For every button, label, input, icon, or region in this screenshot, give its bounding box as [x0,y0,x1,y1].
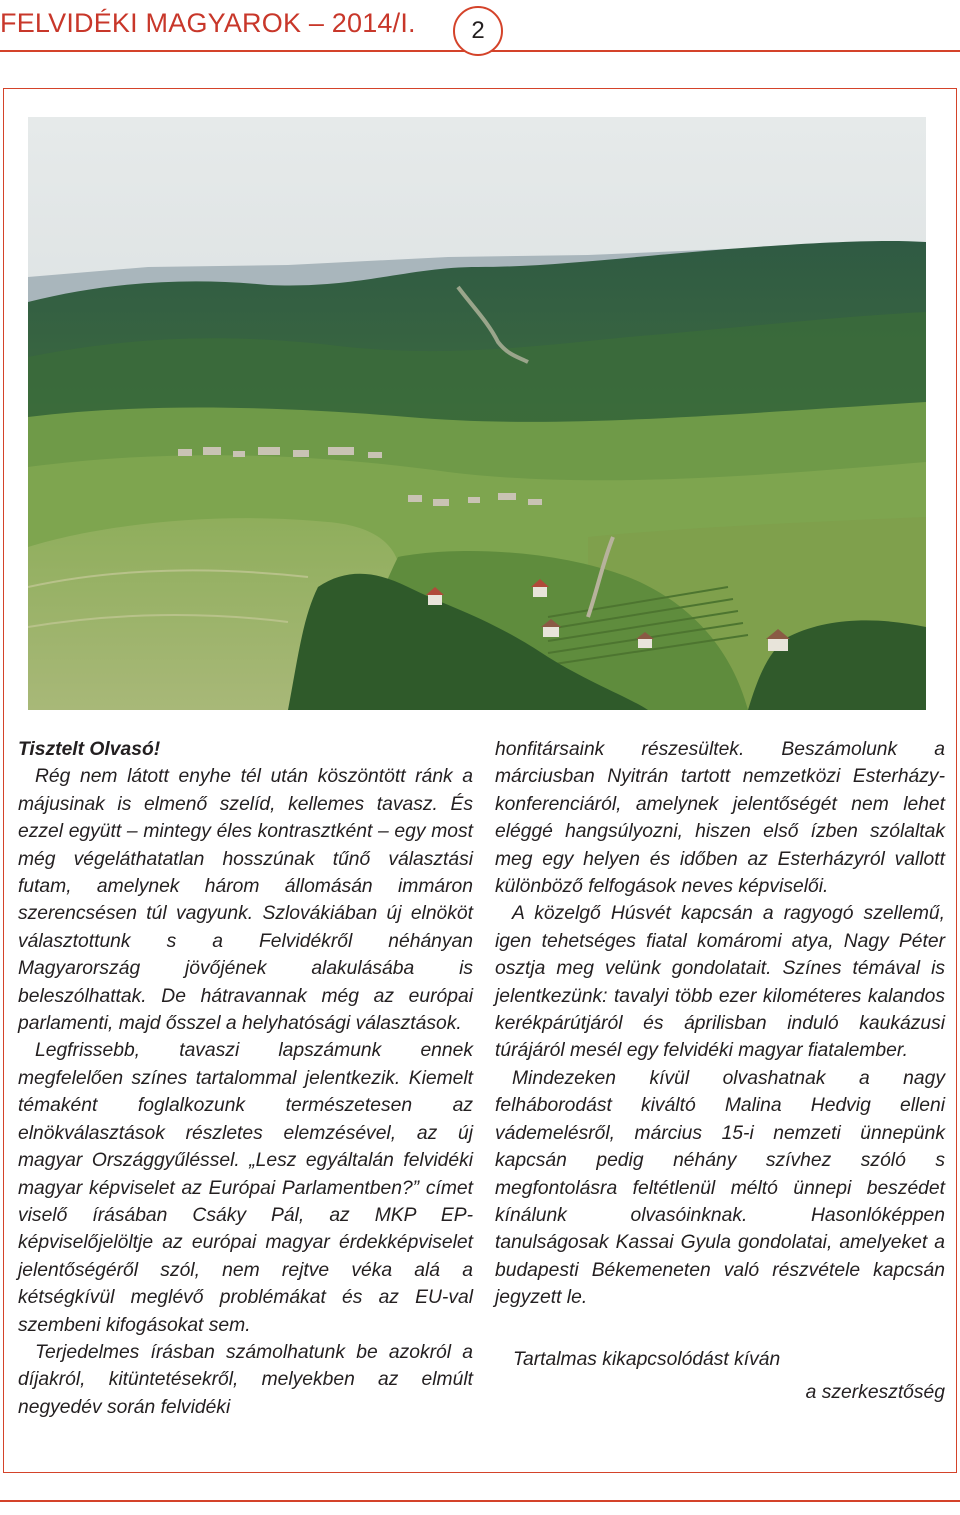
paragraph: Legfrissebb, tavaszi lapszámunk ennek megfelelően színes tartalommal jelentkezik. Kiemelt témaként foglalkozunk természetesen az elnökválasztások részletes elemzésével, az új magyar Országgyűléssel. „Lesz egyáltalán felvidéki magyar képviselet az Európai Parlamentben?” címet viselő írásában Csáky Pál, az MKP EP-képviselőjelöltje az európai magyar érdekképviselet jelentőségéről szól, nem rejtve véka alá a kétségkívül meglévő problémákat és az EU-val szembeni kifogásokat sem. [18,1040,473,1336]
landscape-photo [28,117,926,710]
paragraph: honfitársaink részesültek. Beszámolunk a márciusban Nyitrán tartott nemzetközi Esterházy-konferenciáról, amelynek jelentőségét nem lehet eléggé hangsúlyozni, hiszen első ízben szólaltak meg egy helyen és időben az Esterházyról vallott különböző felfogások neves képviselői. [495,739,945,898]
paragraph: Mindezeken kívül olvashatnak a nagy felháborodást kiváltó Malina Hedvig elleni vádemelésről, március 15-i nemzeti ünnepünk kapcsán pedig néhány szívhez szóló s megfontolásra feltétlenül méltó ünnepi beszédet kínálunk olvasóinknak. Hasonlóképpen tanulságosak Kassai Gyula gondolatai, amelyeket a budapesti Békemeneten való részvétele kapcsán jegyzett le. [495,1067,945,1309]
paragraph: A közelgő Húsvét kapcsán a ragyogó szellemű, igen tehetséges fiatal komáromi atya, Nagy Péter osztja meg velünk gondolatait. Színes témával is jelentkezünk: tavalyi több ezer kilométeres kalandos kerékpárútjáról és áprilisban induló kaukázusi túrájáról mesél egy felvidéki magyar fiatalember. [495,903,945,1062]
closing-line: Tartalmas kikapcsolódást kíván [513,1348,781,1370]
signature: a szerkesztőség [805,1381,945,1403]
paragraph: Terjedelmes írásban számolhatunk be azokról a díjakról, kitüntetésekről, melyekben az elmúlt negyedév során felvidéki [18,1341,473,1418]
footer-rule [0,1500,960,1502]
editorial-left-column [18,736,473,1421]
running-header: FELVIDÉKI MAGYAROK – 2014/I. [0,8,416,38]
page-number: 2 [453,6,503,56]
greeting: Tisztelt Olvasó! [18,739,161,760]
editorial-right-column [495,736,945,1406]
paragraph: Rég nem látott enyhe tél után köszöntött ránk a májusinak is elmenő szelíd, kellemes tavasz. És ezzel együtt – mintegy éles kontrasztként – egy most még végeláthatatlan hosszúnak tűnő választási futam, amelynek három állomásán immáron szerencsésen túl vagyunk. Szlovákiában új elnököt választottunk s a Felvidékről néhányan Magyarország jövőjének alakulásába is beleszólhattak. De hátravannak még az európai parlamenti, majd ősszel a helyhatósági választások. [18,766,473,1035]
